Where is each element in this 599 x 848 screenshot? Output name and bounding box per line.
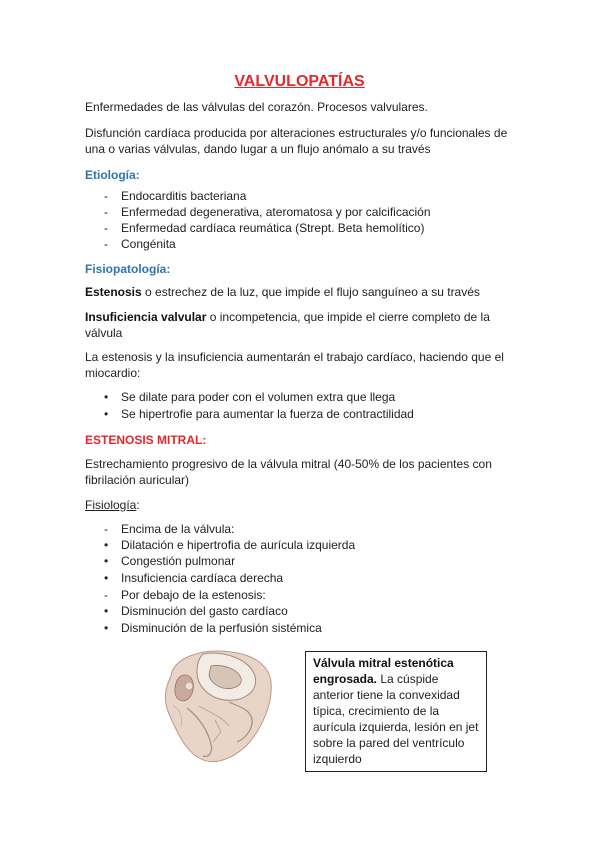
list-marker: • xyxy=(104,604,109,618)
list-marker: • xyxy=(104,554,109,568)
insuficiencia-definition-line-2: válvula xyxy=(85,326,123,340)
trabajo-paragraph-line-1: La estenosis y la insuficiencia aumentarán el trabajo cardíaco, haciendo que el xyxy=(85,350,504,364)
dash-marker: - xyxy=(104,189,108,203)
trabajo-paragraph-line-2: miocardio: xyxy=(85,366,141,380)
fisiopatologia-heading: Fisiopatología: xyxy=(85,262,171,276)
insuficiencia-text: o incompetencia, que impide el cierre completo de la xyxy=(206,310,490,324)
fisiologia-label: Fisiología xyxy=(85,498,137,512)
estenosis-mitral-heading: ESTENOSIS MITRAL: xyxy=(85,433,207,447)
heart-valve-image xyxy=(151,646,276,768)
list-item: Disminución del gasto cardíaco xyxy=(121,604,288,618)
insuficiencia-definition xyxy=(85,310,490,325)
bullet-marker: • xyxy=(104,390,109,404)
page-title: VALVULOPATÍAS xyxy=(234,73,365,90)
list-marker: • xyxy=(104,538,109,552)
bullet-marker: • xyxy=(104,407,109,421)
estenosis-mitral-description-line-2: fibrilación auricular) xyxy=(85,473,190,487)
estenosis-mitral-description-line-1: Estrechamiento progresivo de la válvula mitral (40-50% de los pacientes con xyxy=(85,457,492,471)
list-item: Disminución de la perfusión sistémica xyxy=(121,621,322,635)
caption-text: La cúspide anterior tiene la convexidad típica, crecimiento de la aurícula izquierda, lesión en jet sobre la pared del ventrículo izquierdo xyxy=(313,672,479,766)
intro-paragraph-2-line-2: una o varias válvulas, dando lugar a un flujo anómalo a su través xyxy=(85,142,431,156)
intro-paragraph-2-line-1: Disfunción cardíaca producida por alteraciones estructurales y/o funcionales de xyxy=(85,126,508,140)
estenosis-term: Estenosis xyxy=(85,285,142,299)
list-item: Dilatación e hipertrofia de aurícula izquierda xyxy=(121,538,356,552)
fisiologia-heading xyxy=(85,498,140,513)
caption-title: Válvula mitral estenótica engrosada. xyxy=(313,656,454,686)
image-caption-box xyxy=(305,651,487,772)
estenosis-definition xyxy=(85,285,480,300)
list-item: Insuficiencia cardíaca derecha xyxy=(121,571,284,585)
dash-marker: - xyxy=(104,205,108,219)
etiologia-heading: Etiología: xyxy=(85,168,140,182)
list-item: Se dilate para poder con el volumen extra que llega xyxy=(121,390,396,404)
insuficiencia-term: Insuficiencia valvular xyxy=(85,310,207,324)
list-item: Congestión pulmonar xyxy=(121,554,236,568)
dash-marker: - xyxy=(104,237,108,251)
list-item: Endocarditis bacteriana xyxy=(121,189,247,203)
list-item: Por debajo de la estenosis: xyxy=(121,588,266,602)
list-item: Congénita xyxy=(121,237,176,251)
list-marker: • xyxy=(104,571,109,585)
list-item: Se hipertrofie para aumentar la fuerza de contractilidad xyxy=(121,407,414,421)
fisiologia-colon: : xyxy=(136,498,140,512)
list-marker: - xyxy=(104,588,108,602)
list-item: Encima de la válvula: xyxy=(121,522,235,536)
list-item: Enfermedad degenerativa, ateromatosa y por calcificación xyxy=(121,205,431,219)
list-marker: • xyxy=(104,621,109,635)
dash-marker: - xyxy=(104,221,108,235)
list-item: Enfermedad cardíaca reumática (Strept. Beta hemolítico) xyxy=(121,221,425,235)
list-marker: - xyxy=(104,522,108,536)
estenosis-text: o estrechez de la luz, que impide el flujo sanguíneo a su través xyxy=(141,285,480,299)
intro-paragraph-1: Enfermedades de las válvulas del corazón. Procesos valvulares. xyxy=(85,100,428,114)
